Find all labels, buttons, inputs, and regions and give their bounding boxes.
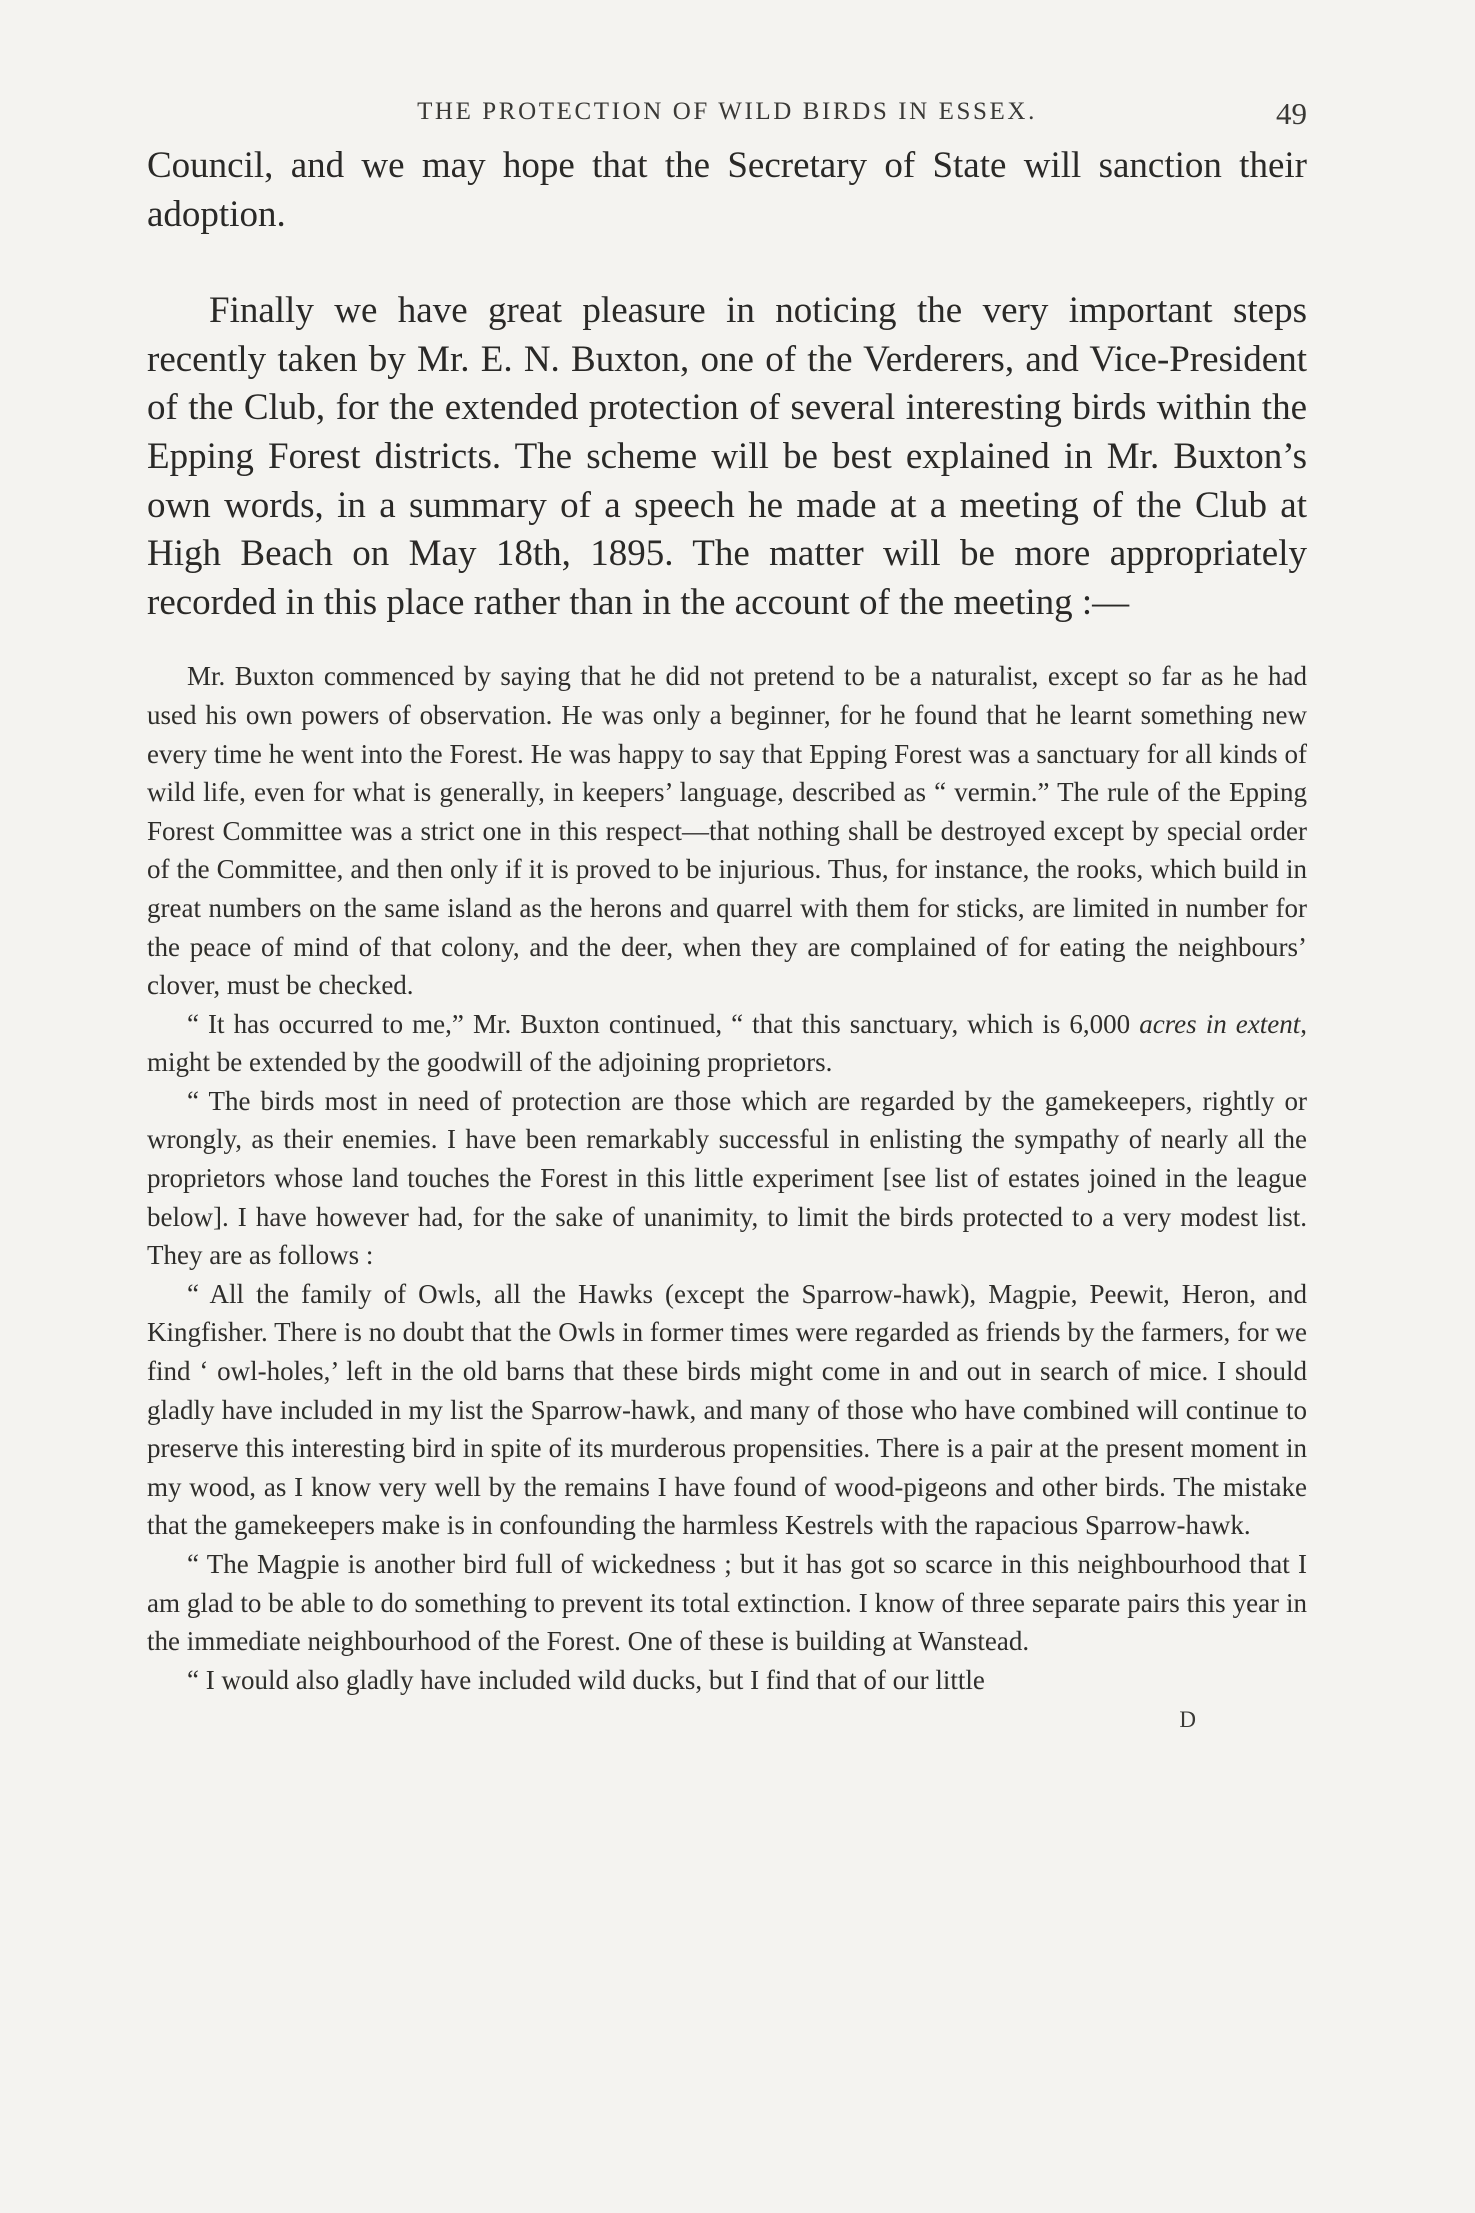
running-head <box>147 90 1307 142</box>
speech-paragraph-1: Mr. Buxton commenced by saying that he did not pretend to be a naturalist, except so far as he had used his own powers of observation. He was only a beginner, for he found that he learnt something new every time he went into the Forest. He was happy to say that Epping Forest was a sanctuary for all kinds of wild life, even for what is generally, in keepers’ language, described as “ vermin.” The rule of the Epping Forest Committee was a strict one in this respect—that nothing shall be destroyed except by special order of the Committee, and then only if it is proved to be injurious. Thus, for instance, the rooks, which build in great numbers on the same island as the herons and quarrel with them for sticks, are limited in number for the peace of mind of that colony, and the deer, when they are complained of for eating the neighbours’ clover, must be checked. <box>147 661 1307 1001</box>
speech-emphasis: acres in extent <box>1139 1008 1301 1039</box>
running-title: THE PROTECTION OF WILD BIRDS IN ESSEX. <box>417 98 1037 125</box>
quoted-speech <box>147 657 1307 1699</box>
paragraph-continuation: Council, and we may hope that the Secretary of State will sanction their adoption. <box>147 145 1307 235</box>
speech-paragraph-4: “ All the family of Owls, all the Hawks (except the Sparrow-hawk), Magpie, Peewit, Heron, and Kingfisher. There is no doubt that the Owls in former times were regarded as friends by the farmers, for we find ‘ owl-holes,’ left in the old barns that these birds might come in and out in search of mice. I should gladly have included in my list the Sparrow-hawk, and many of those who have combined will continue to preserve this interesting bird in spite of its murderous propensities. There is a pair at the present moment in my wood, as I know very well by the remains I have found of wood-pigeons and other birds. The mistake that the gamekeepers make is in confounding the harmless Kestrels with the rapacious Sparrow-hawk. <box>147 1278 1307 1541</box>
speech-paragraph-6: “ I would also gladly have included wild ducks, but I find that of our little <box>187 1664 985 1695</box>
page-number: 49 <box>1276 96 1307 131</box>
speech-paragraph-2 <box>147 1005 1307 1082</box>
speech-paragraph-2-start: “ It has occurred to me,” Mr. Buxton continued, “ that this sanctuary, which is 6,000 <box>187 1008 1140 1039</box>
page <box>147 90 1307 1733</box>
speech-paragraph-5: “ The Magpie is another bird full of wickedness ; but it has got so scarce in this neighbourhood that I am glad to be able to do something to prevent its total extinction. I know of three separate pairs this year in the immediate neighbourhood of the Forest. One of these is building at Wanstead. <box>147 1549 1307 1657</box>
paragraph-introduction: Finally we have great pleasure in noticing the very important steps recently taken by Mr. E. N. Buxton, one of the Verderers, and Vice-President of the Club, for the extended protection of several interesting birds within the Epping Forest districts. The scheme will be best explained in Mr. Buxton’s own words, in a summary of a speech he made at a meeting of the Club at High Beach on May 18th, 1895. The matter will be more appropriately recorded in this place rather than in the account of the meeting :— <box>147 290 1307 623</box>
signature-mark: D <box>1179 1707 1197 1733</box>
speech-paragraph-2-end: , might be extended by the goodwill of the adjoining proprietors. <box>147 1008 1307 1078</box>
speech-paragraph-3: “ The birds most in need of protection are those which are regarded by the gamekeepers, rightly or wrongly, as their enemies. I have been remarkably successful in enlisting the sympathy of nearly all the proprietors whose land touches the Forest in this little experiment [see list of estates joined in the league below]. I have however had, for the sake of unanimity, to limit the birds protected to a very modest list. They are as follows : <box>147 1085 1307 1271</box>
